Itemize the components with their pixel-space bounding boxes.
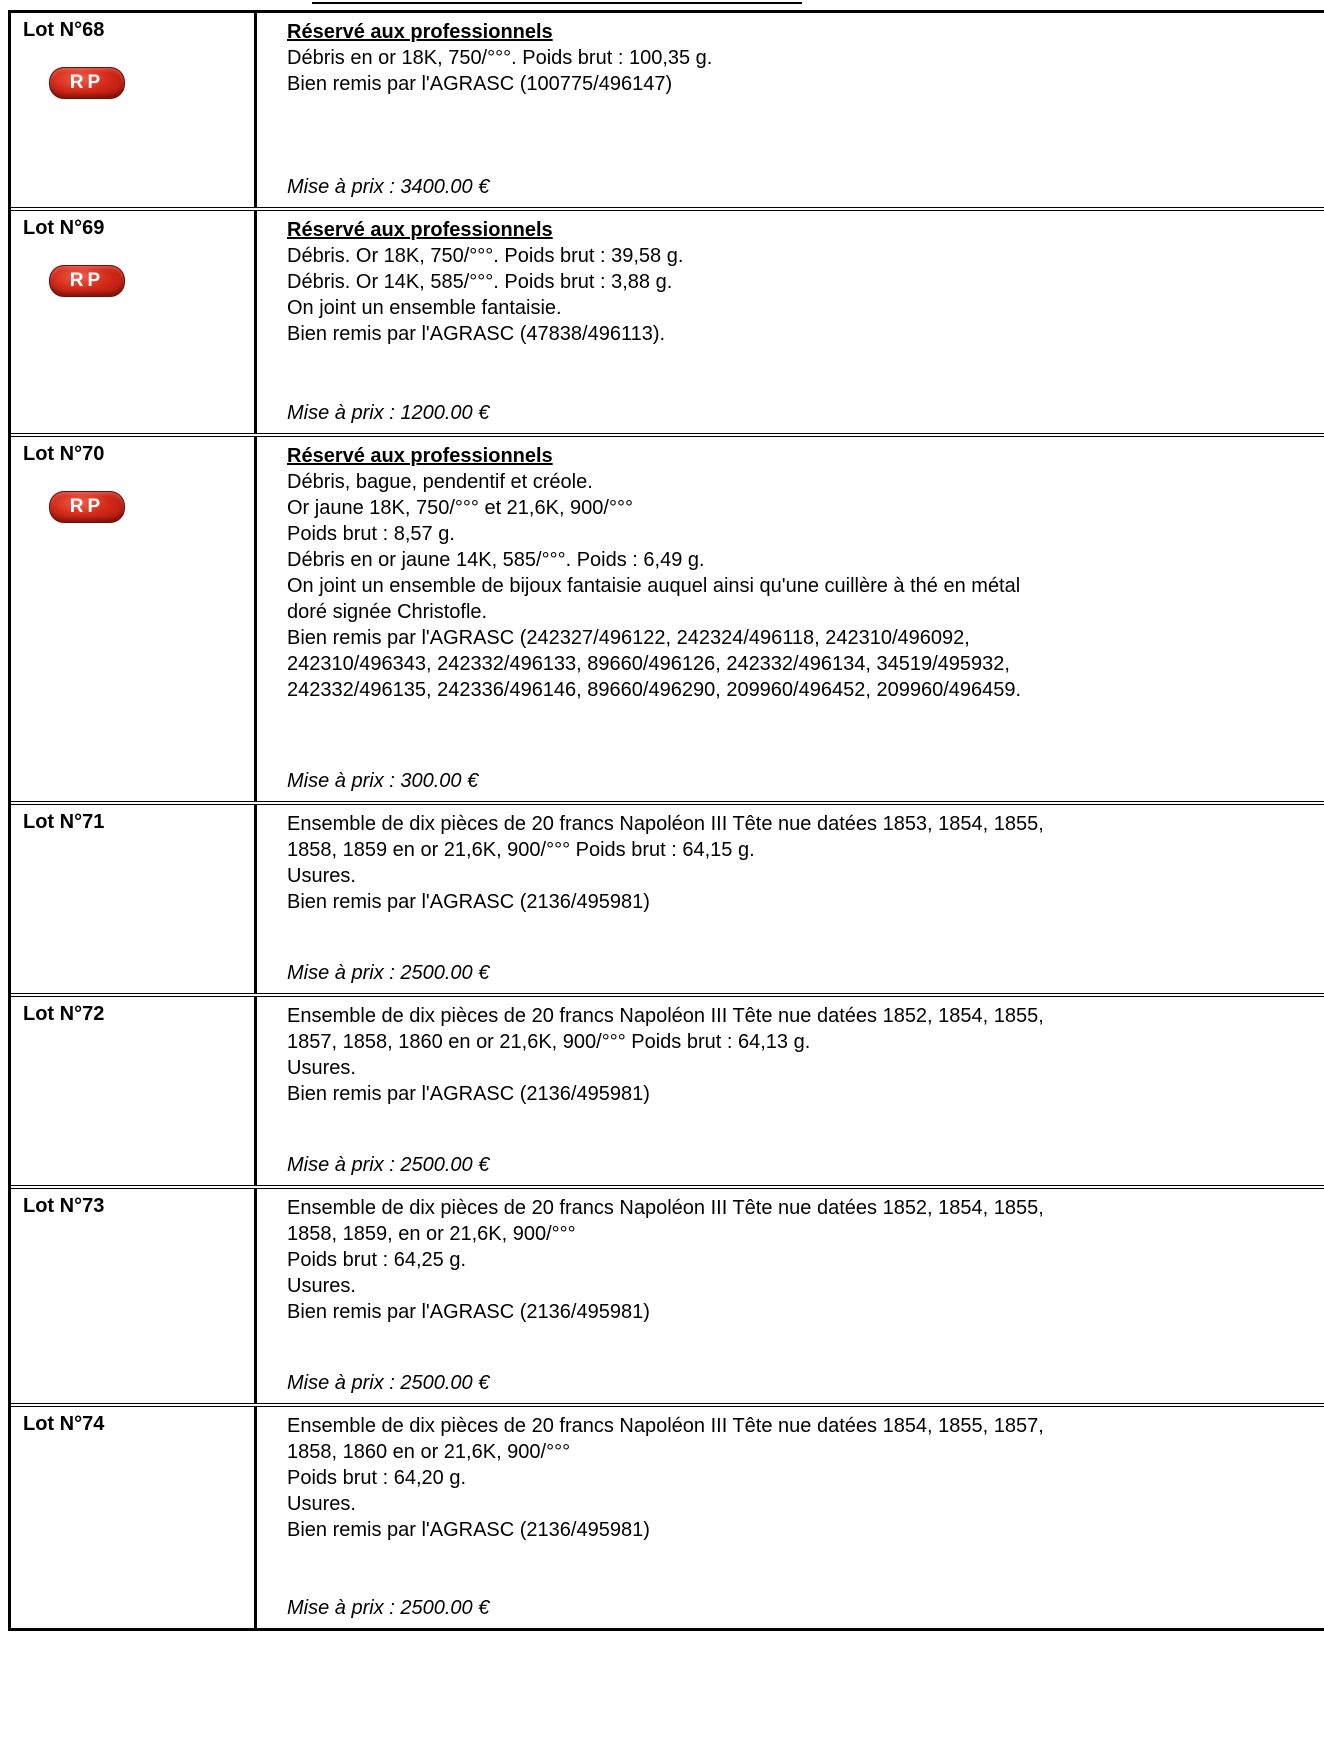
lot-description-line: Poids brut : 64,25 g. <box>287 1249 467 1271</box>
previous-page-underline <box>312 0 802 4</box>
lot-description-cell <box>257 211 1324 433</box>
lot-number: Lot N°73 <box>23 1195 105 1217</box>
lot-row <box>11 805 1324 997</box>
lot-description-line: Ensemble de dix pièces de 20 francs Napoléon III Tête nue datées 1854, 1855, 1857, <box>287 1415 1044 1437</box>
starting-price: Mise à prix : 3400.00 € <box>287 176 490 198</box>
lot-description-line: Ensemble de dix pièces de 20 francs Napoléon III Tête nue datées 1852, 1854, 1855, <box>287 1197 1044 1219</box>
lot-description-line: Poids brut : 64,20 g. <box>287 1467 467 1489</box>
lot-number-cell <box>11 1189 257 1403</box>
lot-description-line: Usures. <box>287 865 356 887</box>
lot-description-line: Bien remis par l'AGRASC (2136/495981) <box>287 1083 650 1105</box>
lot-description-line: doré signée Christofle. <box>287 601 488 623</box>
lot-description-line: Poids brut : 8,57 g. <box>287 523 455 545</box>
lot-description-line: Ensemble de dix pièces de 20 francs Napoléon III Tête nue datées 1852, 1854, 1855, <box>287 1005 1044 1027</box>
lot-number: Lot N°68 <box>23 19 105 41</box>
lot-number: Lot N°70 <box>23 443 105 465</box>
lot-description-line: Débris. Or 18K, 750/°°°. Poids brut : 39,58 g. <box>287 245 684 267</box>
lot-number: Lot N°72 <box>23 1003 105 1025</box>
lot-description-line: 1858, 1860 en or 21,6K, 900/°°° <box>287 1441 571 1463</box>
lot-row <box>11 211 1324 437</box>
lot-description-line: Bien remis par l'AGRASC (2136/495981) <box>287 1519 650 1541</box>
lot-description-line: Bien remis par l'AGRASC (2136/495981) <box>287 1301 650 1323</box>
lot-description-line: Bien remis par l'AGRASC (100775/496147) <box>287 73 673 95</box>
lot-number: Lot N°69 <box>23 217 105 239</box>
lot-description-cell <box>257 1407 1324 1628</box>
lot-number: Lot N°71 <box>23 811 105 833</box>
lot-number: Lot N°74 <box>23 1413 105 1435</box>
starting-price: Mise à prix : 2500.00 € <box>287 962 490 984</box>
lot-description-line: Usures. <box>287 1275 356 1297</box>
lot-number-cell <box>11 805 257 993</box>
reserved-pro-badge-icon: RP <box>49 265 125 297</box>
lot-description-line: 1858, 1859 en or 21,6K, 900/°°° Poids brut : 64,15 g. <box>287 839 755 861</box>
lot-description-cell <box>257 1189 1324 1403</box>
lot-row <box>11 1407 1324 1631</box>
lot-description-cell <box>257 437 1324 801</box>
reserved-notice: Réservé aux professionnels <box>287 445 553 467</box>
lot-row <box>11 13 1324 211</box>
lot-description-line: 242310/496343, 242332/496133, 89660/496126, 242332/496134, 34519/495932, <box>287 653 1010 675</box>
lot-table <box>8 10 1324 1631</box>
lot-description-line: On joint un ensemble fantaisie. <box>287 297 562 319</box>
lot-description-line: Bien remis par l'AGRASC (2136/495981) <box>287 891 650 913</box>
lot-description-line: Or jaune 18K, 750/°°° et 21,6K, 900/°°° <box>287 497 633 519</box>
reserved-notice: Réservé aux professionnels <box>287 219 553 241</box>
lot-description-line: Débris, bague, pendentif et créole. <box>287 471 593 493</box>
lot-description-line: Débris. Or 14K, 585/°°°. Poids brut : 3,88 g. <box>287 271 673 293</box>
lot-description-line: Débris en or jaune 14K, 585/°°°. Poids : 6,49 g. <box>287 549 705 571</box>
lot-row <box>11 437 1324 805</box>
lot-number-cell <box>11 211 257 433</box>
reserved-notice: Réservé aux professionnels <box>287 21 553 43</box>
lot-description-cell <box>257 997 1324 1185</box>
lot-description-line: Usures. <box>287 1057 356 1079</box>
lot-description-line: On joint un ensemble de bijoux fantaisie auquel ainsi qu'une cuillère à thé en métal <box>287 575 1021 597</box>
lot-row <box>11 1189 1324 1407</box>
reserved-pro-badge-icon: RP <box>49 67 125 99</box>
lot-number-cell <box>11 997 257 1185</box>
lot-description-line: Ensemble de dix pièces de 20 francs Napoléon III Tête nue datées 1853, 1854, 1855, <box>287 813 1044 835</box>
lot-description-line: Bien remis par l'AGRASC (47838/496113). <box>287 323 666 345</box>
lot-description-line: Usures. <box>287 1493 356 1515</box>
lot-description-line: 1857, 1858, 1860 en or 21,6K, 900/°°° Poids brut : 64,13 g. <box>287 1031 811 1053</box>
lot-number-cell <box>11 13 257 207</box>
lot-description-line: Débris en or 18K, 750/°°°. Poids brut : 100,35 g. <box>287 47 713 69</box>
starting-price: Mise à prix : 2500.00 € <box>287 1597 490 1619</box>
starting-price: Mise à prix : 2500.00 € <box>287 1154 490 1176</box>
lot-description-line: 1858, 1859, en or 21,6K, 900/°°° <box>287 1223 576 1245</box>
starting-price: Mise à prix : 1200.00 € <box>287 402 490 424</box>
reserved-pro-badge-icon: RP <box>49 491 125 523</box>
lot-description-line: 242332/496135, 242336/496146, 89660/496290, 209960/496452, 209960/496459. <box>287 679 1022 701</box>
lot-row <box>11 997 1324 1189</box>
starting-price: Mise à prix : 300.00 € <box>287 770 479 792</box>
lot-number-cell <box>11 437 257 801</box>
lot-description-cell <box>257 13 1324 207</box>
lot-number-cell <box>11 1407 257 1628</box>
lot-description-cell <box>257 805 1324 993</box>
starting-price: Mise à prix : 2500.00 € <box>287 1372 490 1394</box>
lot-description-line: Bien remis par l'AGRASC (242327/496122, 242324/496118, 242310/496092, <box>287 627 970 649</box>
